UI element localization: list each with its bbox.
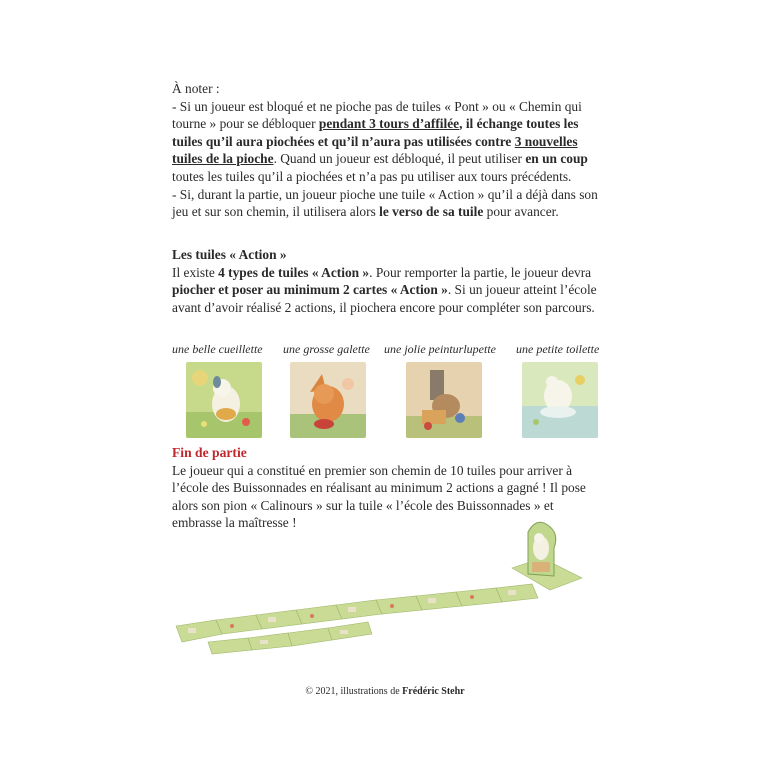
caption-toilette: une petite toilette <box>516 342 600 356</box>
end-heading: Fin de partie <box>172 445 247 460</box>
caption-cueillette: une belle cueillette <box>172 342 263 356</box>
tile-grosse-galette <box>290 362 366 438</box>
action-heading: Les tuiles « Action » <box>172 247 287 262</box>
path-of-tiles-illustration <box>170 518 590 668</box>
note-paragraph-2: - Si, durant la partie, un joueur pioche une tuile « Action » qu’il a déjà dans son jeu et sur son chemin, il utilisera alors le verso de sa tuile pour avancer. <box>172 186 598 220</box>
caption-galette: une grosse galette <box>283 342 370 356</box>
action-section <box>172 246 604 316</box>
action-captions <box>172 342 612 360</box>
tile-petite-toilette <box>522 362 598 438</box>
note-section <box>172 80 604 221</box>
caption-peinturlupette: une jolie peinturlupette <box>384 342 496 356</box>
action-paragraph: Il existe 4 types de tuiles « Action ». Pour remporter la partie, le joueur devra piocher et poser au minimum 2 cartes « Action ». Si un joueur atteint l’école avant d’avoir réalisé 2 actions, il piochera encore pour compléter son parcours. <box>172 264 597 315</box>
tile-belle-cueillette <box>186 362 262 438</box>
note-paragraph-1: - Si un joueur est bloqué et ne pioche pas de tuiles « Pont » ou « Chemin qui tourne » pour se débloquer pendant 3 tours d’affilée, il échange toutes les tuiles qu’il aura piochées et qu’il n’aura pas utilisées contre 3 nouvelles tuiles de la pioche. Quand un joueur est débloqué, il peut utiliser en un coup toutes les tuiles qu’il a piochées et n’a pas pu utiliser aux tours précédents. <box>172 98 588 184</box>
tile-jolie-peinturlupette <box>406 362 482 438</box>
end-paragraph: Le joueur qui a constitué en premier son chemin de 10 tuiles pour arriver à l’école des Buissonnades en réalisant au minimum 2 actions a gagné ! Il pose alors son pion « Calinours » sur la tuile « l’école des Buissonnades » et embrasse la maîtresse ! <box>172 462 586 531</box>
note-heading: À noter : <box>172 81 220 96</box>
credits-footer: © 2021, illustrations de Frédéric Stehr <box>305 686 465 697</box>
illustrator-name: Frédéric Stehr <box>402 686 465 697</box>
